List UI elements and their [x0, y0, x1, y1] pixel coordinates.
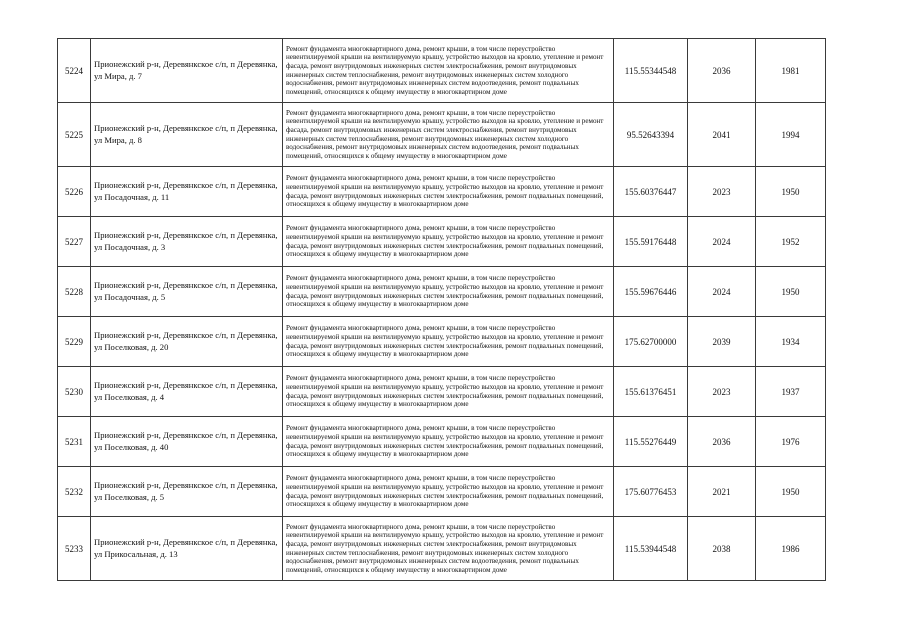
cost-value: 175.62700000 [614, 317, 688, 367]
planned-year: 2039 [688, 317, 756, 367]
house-address: Прионежский р-н, Деревянкское с/п, п Деревянка, ул Прикосальная, д. 13 [91, 517, 283, 581]
row-number: 5232 [58, 467, 91, 517]
house-address: Прионежский р-н, Деревянкское с/п, п Деревянка, ул Мира, д. 7 [91, 39, 283, 103]
repair-works-list: Ремонт фундамента многоквартирного дома, ремонт крыши, в том числе переустройство невентилируемой крыши на вентилируемую крышу, устройство выходов на кровлю, утепление и ремонт фасада, ремонт внутридомовых инженерных систем электроснабжения, ремонт подвальных помещений, относящихся к общему имуществу в многоквартирном доме [283, 217, 614, 267]
construction-year: 1934 [756, 317, 826, 367]
row-number: 5231 [58, 417, 91, 467]
planned-year: 2036 [688, 417, 756, 467]
construction-year: 1981 [756, 39, 826, 103]
planned-year: 2021 [688, 467, 756, 517]
planned-year: 2041 [688, 103, 756, 167]
table-row [58, 367, 826, 417]
repair-works-list: Ремонт фундамента многоквартирного дома, ремонт крыши, в том числе переустройство невентилируемой крыши на вентилируемую крышу, устройство выходов на кровлю, утепление и ремонт фасада, ремонт внутридомовых инженерных систем электроснабжения, ремонт внутридомовых инженерных систем теплоснабжения, ремонт внутридомовых инженерных систем холодного водоснабжения, ремонт внутридомовых инженерных систем водоотведения, ремонт подвальных помещений, относящихся к общему имуществу в многоквартирном доме [283, 39, 614, 103]
row-number: 5229 [58, 317, 91, 367]
row-number: 5225 [58, 103, 91, 167]
planned-year: 2023 [688, 167, 756, 217]
table-row [58, 267, 826, 317]
house-address: Прионежский р-н, Деревянкское с/п, п Деревянка, ул Посадочная, д. 11 [91, 167, 283, 217]
repair-works-list: Ремонт фундамента многоквартирного дома, ремонт крыши, в том числе переустройство невентилируемой крыши на вентилируемую крышу, устройство выходов на кровлю, утепление и ремонт фасада, ремонт внутридомовых инженерных систем электроснабжения, ремонт подвальных помещений, относящихся к общему имуществу в многоквартирном доме [283, 167, 614, 217]
house-address: Прионежский р-н, Деревянкское с/п, п Деревянка, ул Поселковая, д. 40 [91, 417, 283, 467]
construction-year: 1952 [756, 217, 826, 267]
cost-value: 155.60376447 [614, 167, 688, 217]
row-number: 5227 [58, 217, 91, 267]
repair-works-list: Ремонт фундамента многоквартирного дома, ремонт крыши, в том числе переустройство невентилируемой крыши на вентилируемую крышу, устройство выходов на кровлю, утепление и ремонт фасада, ремонт внутридомовых инженерных систем электроснабжения, ремонт подвальных помещений, относящихся к общему имуществу в многоквартирном доме [283, 267, 614, 317]
house-address: Прионежский р-н, Деревянкское с/п, п Деревянка, ул Мира, д. 8 [91, 103, 283, 167]
house-address: Прионежский р-н, Деревянкское с/п, п Деревянка, ул Посадочная, д. 3 [91, 217, 283, 267]
repair-works-list: Ремонт фундамента многоквартирного дома, ремонт крыши, в том числе переустройство невентилируемой крыши на вентилируемую крышу, устройство выходов на кровлю, утепление и ремонт фасада, ремонт внутридомовых инженерных систем электроснабжения, ремонт внутридомовых инженерных систем теплоснабжения, ремонт внутридомовых инженерных систем холодного водоснабжения, ремонт внутридомовых инженерных систем водоотведения, ремонт подвальных помещений, относящихся к общему имуществу в многоквартирном доме [283, 517, 614, 581]
construction-year: 1950 [756, 267, 826, 317]
cost-value: 115.55344548 [614, 39, 688, 103]
repair-works-list: Ремонт фундамента многоквартирного дома, ремонт крыши, в том числе переустройство невентилируемой крыши на вентилируемую крышу, устройство выходов на кровлю, утепление и ремонт фасада, ремонт внутридомовых инженерных систем электроснабжения, ремонт подвальных помещений, относящихся к общему имуществу в многоквартирном доме [283, 317, 614, 367]
cost-value: 95.52643394 [614, 103, 688, 167]
table-row [58, 517, 826, 581]
table-row [58, 217, 826, 267]
row-number: 5233 [58, 517, 91, 581]
repair-works-list: Ремонт фундамента многоквартирного дома, ремонт крыши, в том числе переустройство невентилируемой крыши на вентилируемую крышу, устройство выходов на кровлю, утепление и ремонт фасада, ремонт внутридомовых инженерных систем электроснабжения, ремонт подвальных помещений, относящихся к общему имуществу в многоквартирном доме [283, 367, 614, 417]
repair-works-list: Ремонт фундамента многоквартирного дома, ремонт крыши, в том числе переустройство невентилируемой крыши на вентилируемую крышу, устройство выходов на кровлю, утепление и ремонт фасада, ремонт внутридомовых инженерных систем электроснабжения, ремонт внутридомовых инженерных систем теплоснабжения, ремонт внутридомовых инженерных систем холодного водоснабжения, ремонт внутридомовых инженерных систем водоотведения, ремонт подвальных помещений, относящихся к общему имуществу в многоквартирном доме [283, 103, 614, 167]
cost-value: 115.55276449 [614, 417, 688, 467]
table-row [58, 467, 826, 517]
table-row [58, 39, 826, 103]
house-address: Прионежский р-н, Деревянкское с/п, п Деревянка, ул Поселковая, д. 20 [91, 317, 283, 367]
cost-value: 115.53944548 [614, 517, 688, 581]
row-number: 5226 [58, 167, 91, 217]
planned-year: 2024 [688, 267, 756, 317]
table-row [58, 103, 826, 167]
cost-value: 155.61376451 [614, 367, 688, 417]
table-row [58, 317, 826, 367]
construction-year: 1994 [756, 103, 826, 167]
cost-value: 155.59176448 [614, 217, 688, 267]
cost-value: 175.60776453 [614, 467, 688, 517]
house-address: Прионежский р-н, Деревянкское с/п, п Деревянка, ул Поселковая, д. 4 [91, 367, 283, 417]
row-number: 5228 [58, 267, 91, 317]
row-number: 5224 [58, 39, 91, 103]
row-number: 5230 [58, 367, 91, 417]
construction-year: 1937 [756, 367, 826, 417]
construction-year: 1986 [756, 517, 826, 581]
table-row [58, 167, 826, 217]
construction-year: 1950 [756, 467, 826, 517]
planned-year: 2036 [688, 39, 756, 103]
construction-year: 1976 [756, 417, 826, 467]
planned-year: 2038 [688, 517, 756, 581]
cost-value: 155.59676446 [614, 267, 688, 317]
house-address: Прионежский р-н, Деревянкское с/п, п Деревянка, ул Посадочная, д. 5 [91, 267, 283, 317]
repair-works-list: Ремонт фундамента многоквартирного дома, ремонт крыши, в том числе переустройство невентилируемой крыши на вентилируемую крышу, устройство выходов на кровлю, утепление и ремонт фасада, ремонт внутридомовых инженерных систем электроснабжения, ремонт подвальных помещений, относящихся к общему имуществу в многоквартирном доме [283, 467, 614, 517]
repair-registry-table [57, 38, 826, 581]
planned-year: 2024 [688, 217, 756, 267]
construction-year: 1950 [756, 167, 826, 217]
house-address: Прионежский р-н, Деревянкское с/п, п Деревянка, ул Поселковая, д. 5 [91, 467, 283, 517]
table-row [58, 417, 826, 467]
repair-works-list: Ремонт фундамента многоквартирного дома, ремонт крыши, в том числе переустройство невентилируемой крыши на вентилируемую крышу, устройство выходов на кровлю, утепление и ремонт фасада, ремонт внутридомовых инженерных систем электроснабжения, ремонт подвальных помещений, относящихся к общему имуществу в многоквартирном доме [283, 417, 614, 467]
planned-year: 2023 [688, 367, 756, 417]
